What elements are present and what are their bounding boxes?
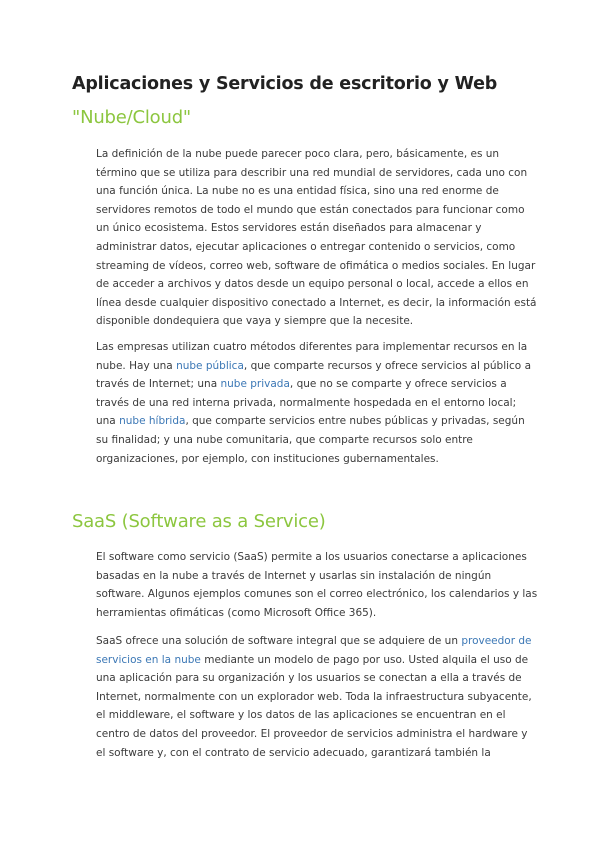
text-line: una función única. La nube no es una entidad física, sino una red enorme de [96, 185, 499, 198]
text-line: través de una red interna privada, normalmente hospedada en el entorno local; [96, 396, 517, 409]
link-nube-publica[interactable]: nube pública [176, 359, 244, 372]
text-line: administrar datos, ejecutar aplicaciones o entregar contenido o servicios, como [96, 240, 516, 253]
link-nube-hibrida[interactable]: nube híbrida [119, 415, 186, 428]
text-line: software. Algunos ejemplos comunes son el correo electrónico, los calendarios y las [96, 588, 538, 601]
text-line: herramientas ofimáticas (como Microsoft Office 365). [96, 606, 377, 619]
text-line: un único ecosistema. Estos servidores están diseñados para almacenar y [96, 222, 482, 235]
text-line: de acceder a archivos y datos desde un equipo personal o local, accede a ellos en [96, 278, 529, 291]
text-line [96, 651, 529, 670]
paragraph-cloud-types [96, 338, 531, 468]
text-segment: SaaS ofrece una solución de software integral que se adquiere de un [96, 635, 462, 647]
text-line: disponible dondequiera que vaya y siempre que la necesite. [96, 315, 414, 328]
text-line [96, 357, 531, 376]
link-proveedor-servicios-nube[interactable]: servicios en la nube [96, 653, 201, 666]
text-segment: , que comparte servicios entre nubes públicas y privadas, según [185, 415, 525, 428]
text-line: organizaciones, por ejemplo, con instituciones gubernamentales. [96, 452, 439, 465]
text-line: línea desde cualquier dispositivo conectado a Internet, es decir, la información está [96, 296, 537, 309]
text-line: término que se utiliza para describir una red mundial de servidores, cada uno con [96, 166, 528, 179]
text-line: una aplicación para su organización y los usuarios se conectan a ella a través de [96, 672, 522, 685]
text-line: su finalidad; y una nube comunitaria, que comparte recursos solo entre [96, 433, 473, 446]
paragraph-saas-solution [96, 632, 532, 762]
text-line: El software como servicio (SaaS) permite a los usuarios conectarse a aplicaciones [96, 551, 527, 563]
text-line: La definición de la nube puede parecer poco clara, pero, básicamente, es un [96, 148, 500, 160]
paragraph-saas-definition [96, 548, 538, 622]
text-line [96, 375, 526, 394]
link-proveedor-servicios-nube[interactable]: proveedor de [461, 635, 532, 647]
section-heading-nube-cloud: "Nube/Cloud" [72, 107, 192, 128]
text-line: streaming de vídeos, correo web, software de ofimática o medios sociales. En lugar [96, 259, 536, 272]
text-segment: través de Internet; una [96, 378, 221, 391]
text-segment: nube. Hay una [96, 359, 177, 372]
text-line: el software y, con el contrato de servicio adecuado, garantizará también la [96, 746, 491, 759]
paragraph-cloud-definition [96, 145, 537, 331]
text-segment: , que no se comparte y ofrece servicios a [289, 378, 507, 391]
text-line [96, 412, 526, 431]
text-segment: una [96, 415, 120, 428]
text-segment: mediante un modelo de pago por uso. Usted alquila el uso de [200, 653, 529, 666]
section-heading-saas: SaaS (Software as a Service) [72, 511, 326, 532]
link-nube-privada[interactable]: nube privada [220, 378, 290, 391]
document-title: Aplicaciones y Servicios de escritorio y Web [72, 74, 498, 94]
text-line: centro de datos del proveedor. El proveedor de servicios administra el hardware y [96, 727, 528, 740]
text-line: Las empresas utilizan cuatro métodos diferentes para implementar recursos en la [96, 341, 528, 353]
text-segment: , que comparte recursos y ofrece servicios al público a [243, 359, 531, 372]
text-line: el middleware, el software y los datos de las aplicaciones se encuentran en el [96, 709, 506, 722]
text-line [96, 632, 532, 651]
text-line: Internet, normalmente con un explorador web. Toda la infraestructura subyacente, [96, 690, 532, 703]
text-line: servidores remotos de todo el mundo que están conectados para funcionar como [96, 203, 525, 216]
text-line: basadas en la nube a través de Internet y usarlas sin instalación de ningún [96, 569, 492, 582]
